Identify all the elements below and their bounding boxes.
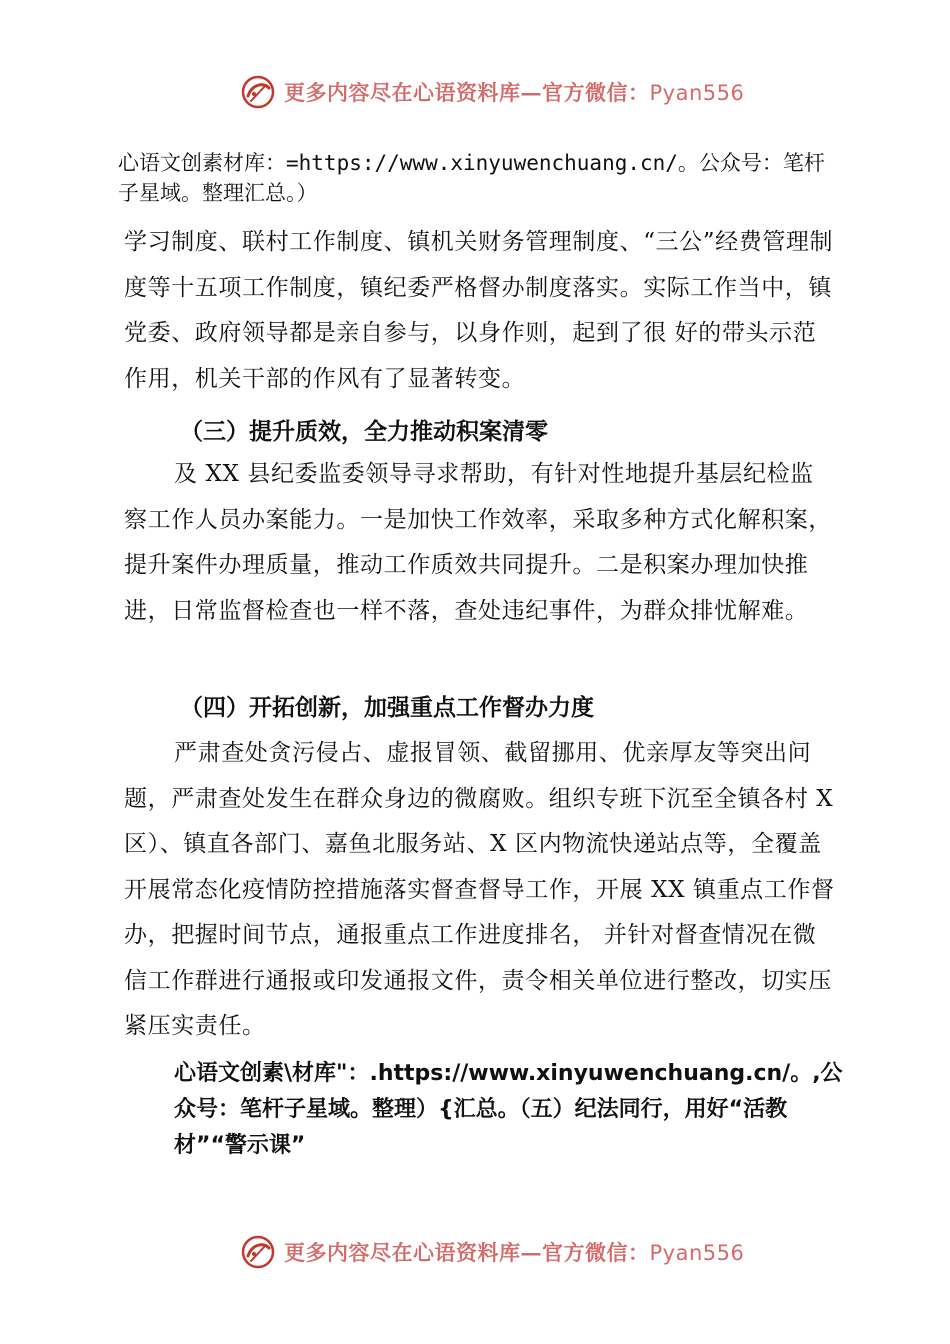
paragraph-2: 及 XX 县纪委监委领导寻求帮助，有针对性地提升基层纪检监察工作人员办案能力。一是加快工作效率，采取多种方式化解积案，提升案件办理质量，推动工作质效共同提升。二是积案办理加快推进，日常监督检查也一样不落，查处违纪事件，为群众排忧解难。 — [124, 461, 832, 624]
banner-text: 更多内容尽在心语资料库—官方微信：Pyan556 — [284, 1240, 745, 1265]
section-heading-4: （四）开拓创新，加强重点工作督办力度 — [180, 695, 594, 721]
footer-source-note: 心语文创素\材库"：.https://www.xinyuwenchuang.cn/。,公众号：笔杆子星域。整理）{汇总。（五）纪法同行，用好“活教材”“警示课” — [174, 1061, 843, 1158]
banner-wechat-id: Pyan556 — [649, 1241, 745, 1265]
paragraph-1: 学习制度、联村工作制度、镇机关财务管理制度、“三公”经费管理制度等十五项工作制度，镇纪委严格督办制度落实。实际工作当中，镇党委、政府领导都是亲自参与，以身作则，起到了很 好的带头示范作用，机关干部的作风有了显著转变。 — [124, 229, 834, 392]
paragraph-3: 严肃查处贪污侵占、虚报冒领、截留挪用、优亲厚友等突出问题，严肃查处发生在群众身边的微腐败。组织专班下沉至全镇各村 X 区）、镇直各部门、嘉鱼北服务站、X 区内物流快递站点等，全覆盖开展常态化疫情防控措施落实督查督导工作，开展 XX 镇重点工作督办，把握时间节点，通报重点工作进度排名， 并针对督查情况在微信工作群进行通报或印发通报文件，责令相关单位进行整改，切实压紧压实责任。 — [124, 740, 835, 1039]
footer-banner — [240, 1230, 760, 1274]
logo-icon — [240, 1234, 276, 1270]
source-note: 心语文创素材库：=https://www.xinyuwenchuang.cn/。公众号：笔杆子星域。整理汇总。） — [118, 151, 825, 205]
logo-icon — [240, 74, 276, 110]
section-heading-3: （三）提升质效，全力推动积案清零 — [180, 419, 548, 445]
header-banner — [240, 70, 760, 114]
banner-text: 更多内容尽在心语资料库—官方微信：Pyan556 — [284, 80, 745, 105]
banner-wechat-id: Pyan556 — [649, 81, 745, 105]
